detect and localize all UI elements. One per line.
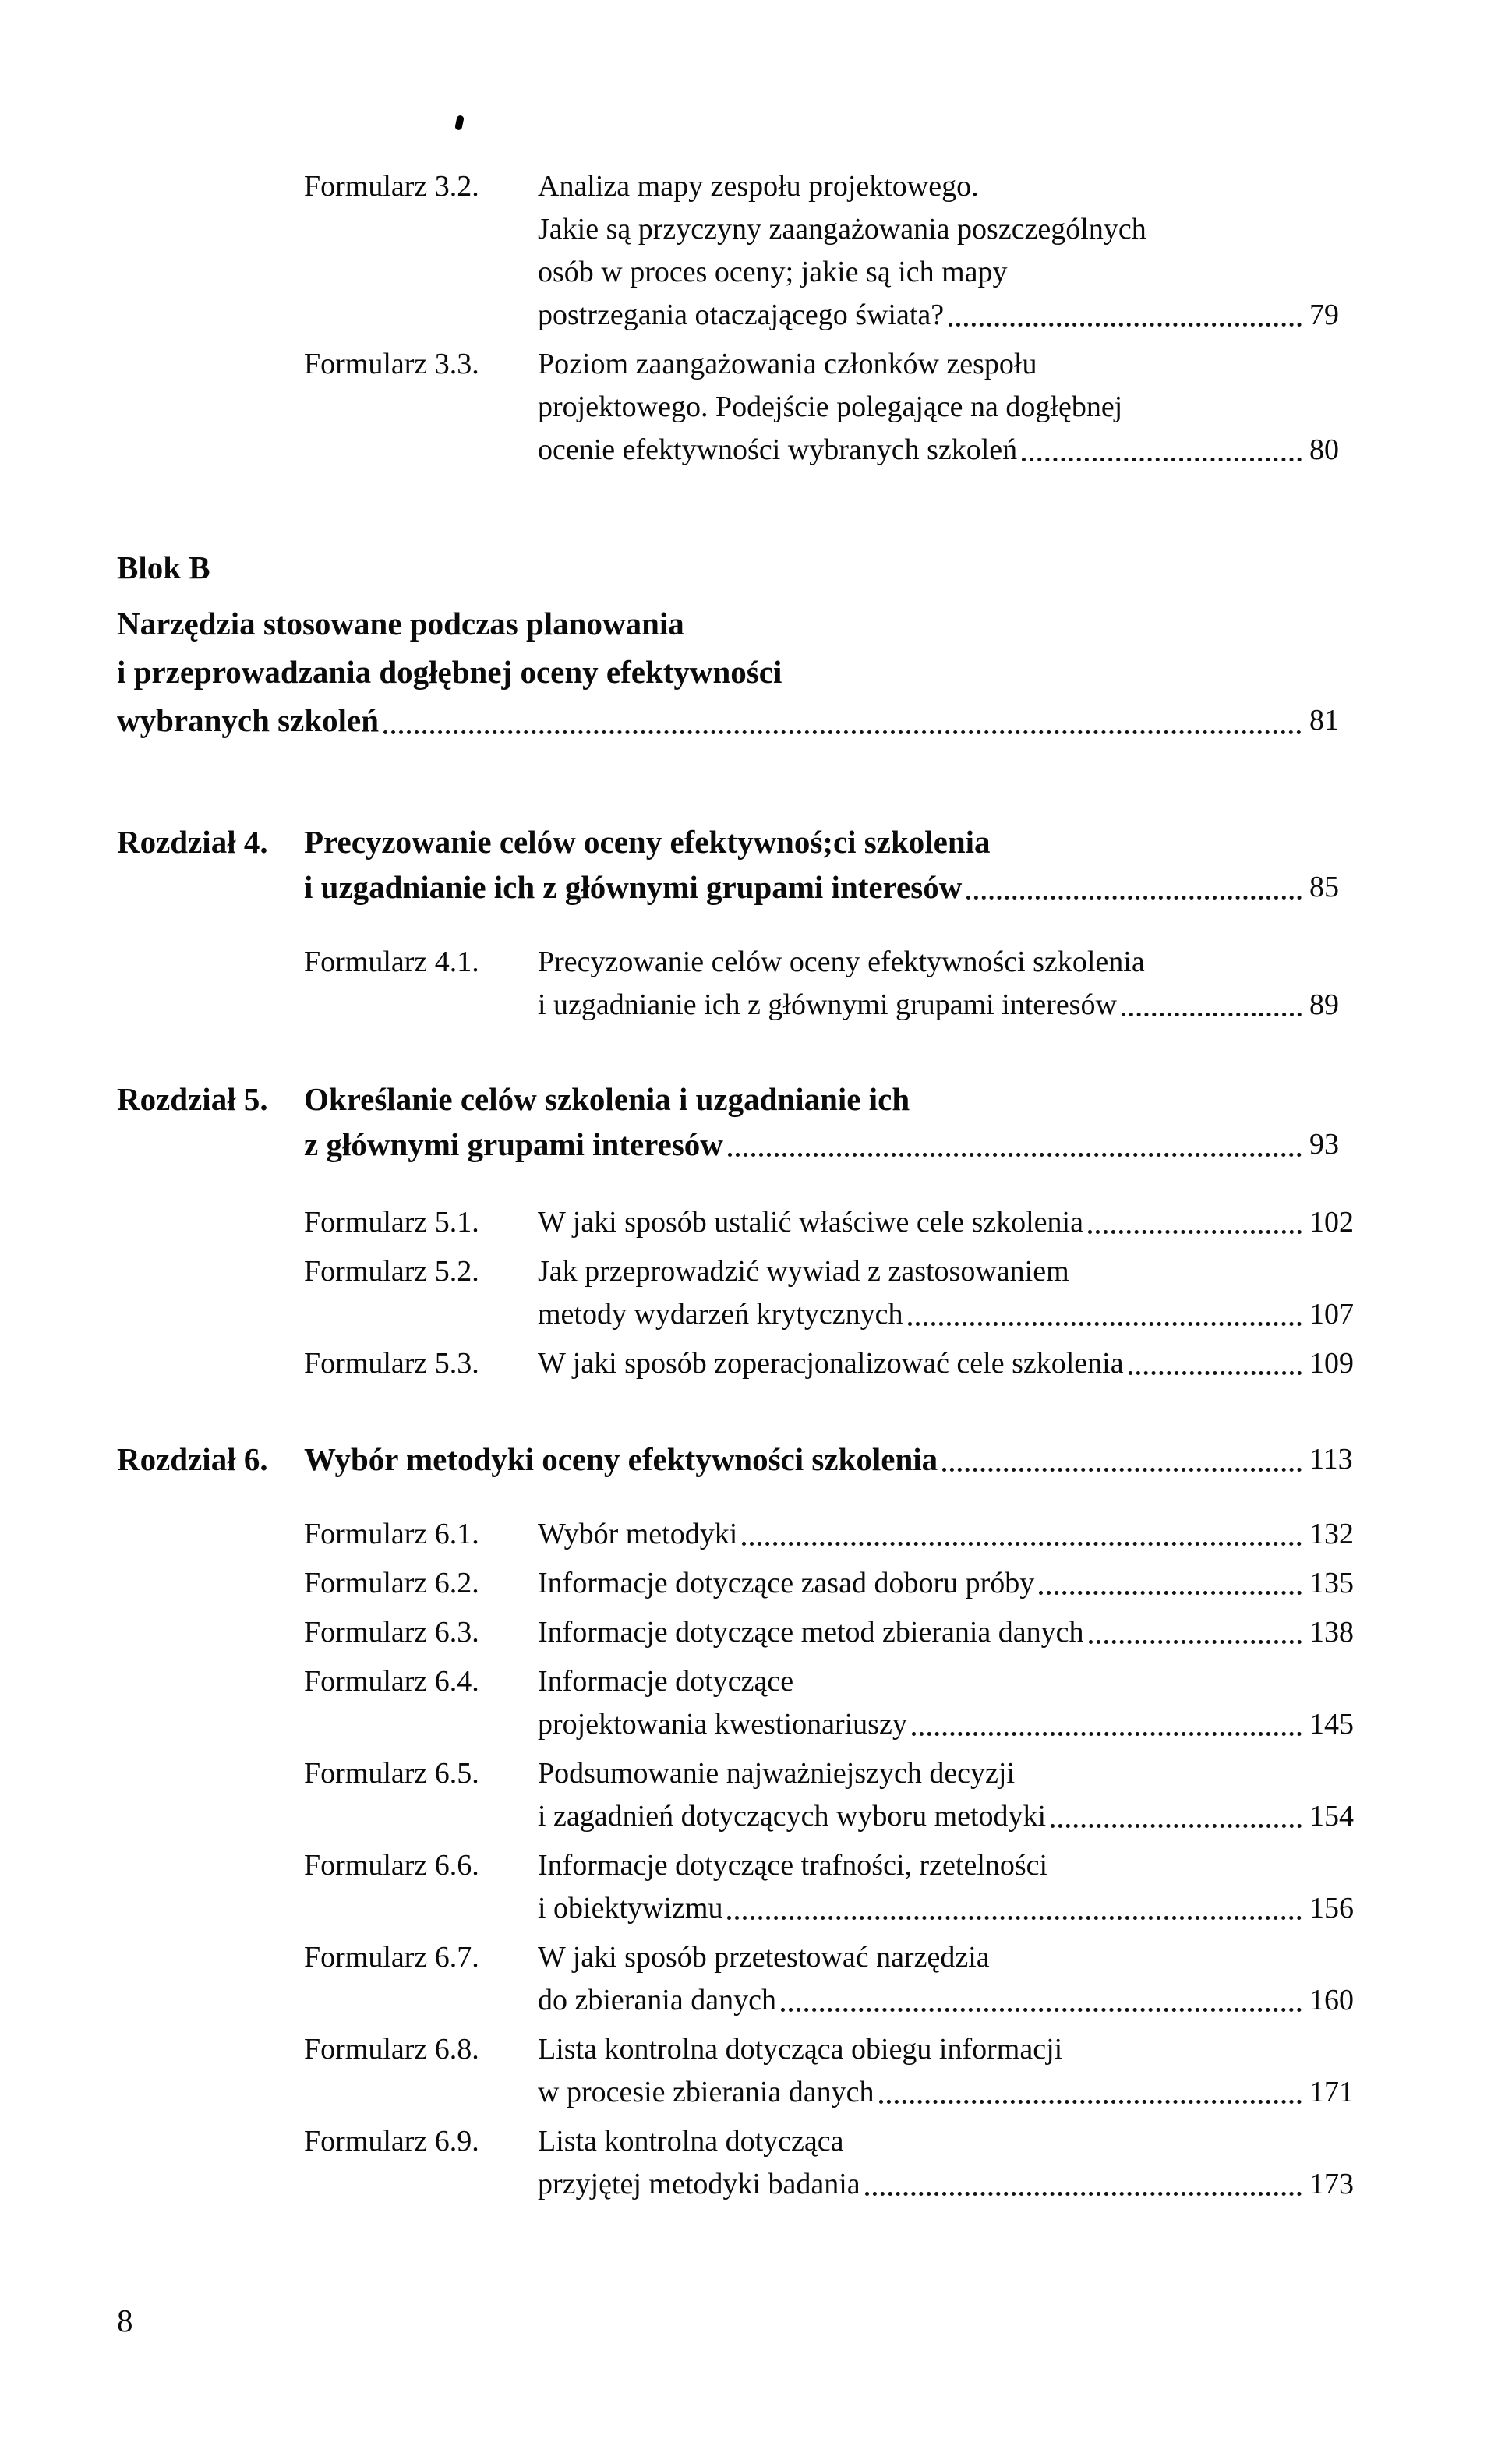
entry-leader-line: [538, 1201, 1383, 1244]
toc-entry-formularz-6-4: [117, 1660, 1383, 1746]
toc-entry-formularz-5-2: [117, 1250, 1383, 1336]
dot-leader: [949, 323, 1302, 327]
page-number: 85: [1309, 871, 1339, 903]
dot-leader: [942, 1468, 1302, 1472]
entry-line: i obiektywizmu: [538, 1892, 723, 1925]
dot-leader: [1022, 458, 1302, 461]
entry-description: [304, 1076, 1383, 1167]
section-title: Blok B: [117, 550, 210, 585]
entry-description: [538, 1660, 1383, 1746]
entry-description: [538, 2028, 1383, 2114]
entry-line: Informacje dotyczące metod zbierania danych: [538, 1616, 1084, 1649]
entry-line: Podsumowanie najważniejszych decyzji: [538, 1757, 1016, 1790]
toc-entry-rozdzial-6: [117, 1437, 1383, 1482]
toc-entry-rozdzial-4: [117, 819, 1383, 910]
page-number: 132: [1309, 1518, 1354, 1550]
entry-leader-line: [538, 1342, 1383, 1385]
dot-leader: [912, 1732, 1302, 1736]
page-number: 80: [1309, 433, 1339, 466]
entry-label: Formularz 3.3.: [304, 348, 479, 380]
entry-label: Rozdział 5.: [117, 1081, 268, 1117]
entry-label: Formularz 5.3.: [304, 1347, 479, 1380]
dot-leader: [781, 2008, 1302, 2012]
entry-line: i zagadnień dotyczących wyboru metodyki: [538, 1800, 1047, 1833]
page-number: 138: [1309, 1616, 1354, 1649]
dot-leader: [879, 2100, 1302, 2104]
toc-entry-formularz-6-8: [117, 2028, 1383, 2114]
entry-label: Formularz 6.2.: [304, 1567, 479, 1599]
entry-leader-line: [538, 1979, 1383, 2022]
entry-description: [538, 1936, 1383, 2022]
entry-line: Informacje dotyczące: [538, 1665, 794, 1698]
entry-leader-line: [538, 2071, 1383, 2114]
entry-line: Określanie celów szkolenia i uzgadnianie ich: [304, 1081, 910, 1117]
dot-leader: [742, 1542, 1302, 1546]
section-line: i przeprowadzania dogłębnej oceny efektywności: [117, 654, 782, 690]
dot-leader: [1051, 1824, 1302, 1828]
page-number: 145: [1309, 1708, 1354, 1741]
page-number: 156: [1309, 1892, 1354, 1925]
entry-line: Wybór metodyki oceny efektywności szkolenia: [304, 1441, 938, 1477]
entry-description: [538, 1513, 1383, 1556]
entry-label: Formularz 4.1.: [304, 946, 479, 978]
entry-line: W jaki sposób przetestować narzędzia: [538, 1941, 990, 1974]
entry-label: Formularz 6.4.: [304, 1665, 479, 1698]
entry-line: Wybór metodyki: [538, 1518, 738, 1550]
entry-description: [538, 1250, 1383, 1336]
entry-leader-line: [538, 1562, 1383, 1605]
entry-label: Formularz 5.1.: [304, 1206, 479, 1239]
page-number: 154: [1309, 1800, 1354, 1833]
dot-leader: [383, 730, 1302, 734]
entry-label: Formularz 6.1.: [304, 1518, 479, 1550]
entry-line: do zbierania danych: [538, 1984, 776, 2017]
entry-label: Formularz 6.9.: [304, 2125, 479, 2158]
entry-description: [538, 1201, 1383, 1244]
section-line: Narzędzia stosowane podczas planowania: [117, 606, 684, 642]
entry-line: postrzegania otaczającego świata?: [538, 299, 945, 331]
toc-entry-rozdzial-5: [117, 1076, 1383, 1167]
entry-label: Formularz 6.5.: [304, 1757, 479, 1790]
toc-entry-formularz-6-3: [117, 1611, 1383, 1654]
section-line: wybranych szkoleń: [117, 702, 380, 738]
entry-label: Formularz 6.3.: [304, 1616, 479, 1649]
toc-entry-formularz-6-6: [117, 1844, 1383, 1930]
entry-label: Formularz 6.6.: [304, 1849, 479, 1882]
entry-line: Poziom zaangażowania członków zespołu: [538, 348, 1037, 380]
entry-leader-line: [538, 1293, 1383, 1336]
dot-leader: [728, 1153, 1302, 1157]
page-number: 102: [1309, 1206, 1354, 1239]
toc-entry-formularz-6-1: [117, 1513, 1383, 1556]
footer-page-number: 8: [117, 2303, 133, 2338]
page-number: 160: [1309, 1984, 1354, 2017]
entry-leader-line: [538, 1887, 1383, 1930]
entry-description: [538, 343, 1383, 472]
page-number: 79: [1309, 299, 1339, 331]
dot-leader: [1039, 1591, 1302, 1595]
page-number: 173: [1309, 2168, 1354, 2200]
toc-section-blok-b: [117, 543, 1383, 744]
entry-description: [538, 1562, 1383, 1605]
entry-label: Formularz 6.8.: [304, 2033, 479, 2066]
entry-line: i uzgadnianie ich z głównymi grupami interesów: [538, 988, 1117, 1021]
entry-line: z głównymi grupami interesów: [304, 1126, 723, 1162]
toc-entry-formularz-6-9: [117, 2120, 1383, 2206]
page-number: 81: [1309, 704, 1339, 737]
entry-line: projektowego. Podejście polegające na dogłębnej: [538, 391, 1123, 423]
entry-label: Formularz 5.2.: [304, 1255, 479, 1288]
entry-leader-line: [304, 1437, 1383, 1482]
entry-description: [538, 1342, 1383, 1385]
entry-description: [538, 1752, 1383, 1838]
entry-line: Informacje dotyczące zasad doboru próby: [538, 1567, 1035, 1599]
entry-line: W jaki sposób ustalić właściwe cele szkolenia: [538, 1206, 1083, 1239]
entry-label: Rozdział 6.: [117, 1441, 268, 1477]
dot-leader: [1129, 1371, 1302, 1375]
entry-leader-line: [538, 1795, 1383, 1838]
dot-leader: [727, 1916, 1302, 1920]
entry-leader-line: [538, 429, 1383, 472]
page-number: 135: [1309, 1567, 1354, 1599]
page-number: 89: [1309, 988, 1339, 1021]
toc-entry-formularz-3-2: [117, 165, 1383, 337]
entry-description: [538, 1844, 1383, 1930]
entry-line: Precyzowanie celów oceny efektywności szkolenia: [538, 946, 1145, 978]
entry-line: przyjętej metodyki badania: [538, 2168, 860, 2200]
toc-entry-formularz-5-3: [117, 1342, 1383, 1385]
toc-entry-formularz-6-7: [117, 1936, 1383, 2022]
page-number: 109: [1309, 1347, 1354, 1380]
entry-description: [538, 2120, 1383, 2206]
entry-leader-line: [538, 294, 1383, 337]
toc-entry-formularz-6-5: [117, 1752, 1383, 1838]
page-number: 113: [1309, 1443, 1353, 1476]
entry-leader-line: [538, 2163, 1383, 2206]
entry-leader-line: [538, 1513, 1383, 1556]
dot-leader: [865, 2192, 1302, 2196]
dot-leader: [1089, 1640, 1302, 1644]
entry-line: W jaki sposób zoperacjonalizować cele szkolenia: [538, 1347, 1124, 1380]
dot-leader: [908, 1322, 1302, 1326]
entry-description: [538, 165, 1383, 337]
entry-leader-line: [538, 1703, 1383, 1746]
dot-leader: [1122, 1013, 1302, 1016]
page-number: 93: [1309, 1128, 1339, 1161]
page-number: 107: [1309, 1298, 1354, 1331]
entry-leader-line: [304, 864, 1383, 910]
entry-description: [538, 1611, 1383, 1654]
page-number: 171: [1309, 2076, 1354, 2108]
toc-entry-formularz-3-3: [117, 343, 1383, 472]
entry-line: Precyzowanie celów oceny efektywnoś;ci szkolenia: [304, 824, 991, 860]
entry-line: w procesie zbierania danych: [538, 2076, 874, 2108]
entry-line: Lista kontrolna dotycząca: [538, 2125, 844, 2158]
table-of-contents: [117, 165, 1383, 2206]
dot-leader: [1088, 1230, 1302, 1234]
toc-entry-formularz-4-1: [117, 941, 1383, 1027]
entry-line: Analiza mapy zespołu projektowego.: [538, 170, 979, 203]
toc-entry-formularz-5-1: [117, 1201, 1383, 1244]
entry-description: [304, 1437, 1383, 1482]
entry-line: Jak przeprowadzić wywiad z zastosowaniem: [538, 1255, 1069, 1288]
entry-label: Formularz 6.7.: [304, 1941, 479, 1974]
entry-leader-line: [304, 1122, 1383, 1167]
ink-speck-artifact: [454, 115, 465, 130]
section-leader-line: [117, 696, 1383, 744]
entry-leader-line: [538, 1611, 1383, 1654]
entry-line: i uzgadnianie ich z głównymi grupami interesów: [304, 869, 963, 905]
entry-line: metody wydarzeń krytycznych: [538, 1298, 903, 1331]
entry-line: Jakie są przyczyny zaangażowania poszczególnych: [538, 213, 1146, 246]
toc-entry-formularz-6-2: [117, 1562, 1383, 1605]
entry-leader-line: [538, 984, 1383, 1027]
entry-label: Formularz 3.2.: [304, 170, 479, 203]
entry-description: [538, 941, 1383, 1027]
entry-line: projektowania kwestionariuszy: [538, 1708, 907, 1741]
entry-line: Informacje dotyczące trafności, rzetelności: [538, 1849, 1048, 1882]
entry-line: Lista kontrolna dotycząca obiegu informacji: [538, 2033, 1063, 2066]
entry-description: [304, 819, 1383, 910]
entry-line: ocenie efektywności wybranych szkoleń: [538, 433, 1018, 466]
dot-leader: [966, 896, 1302, 900]
entry-label: Rozdział 4.: [117, 824, 268, 860]
entry-line: osób w proces oceny; jakie są ich mapy: [538, 256, 1008, 288]
